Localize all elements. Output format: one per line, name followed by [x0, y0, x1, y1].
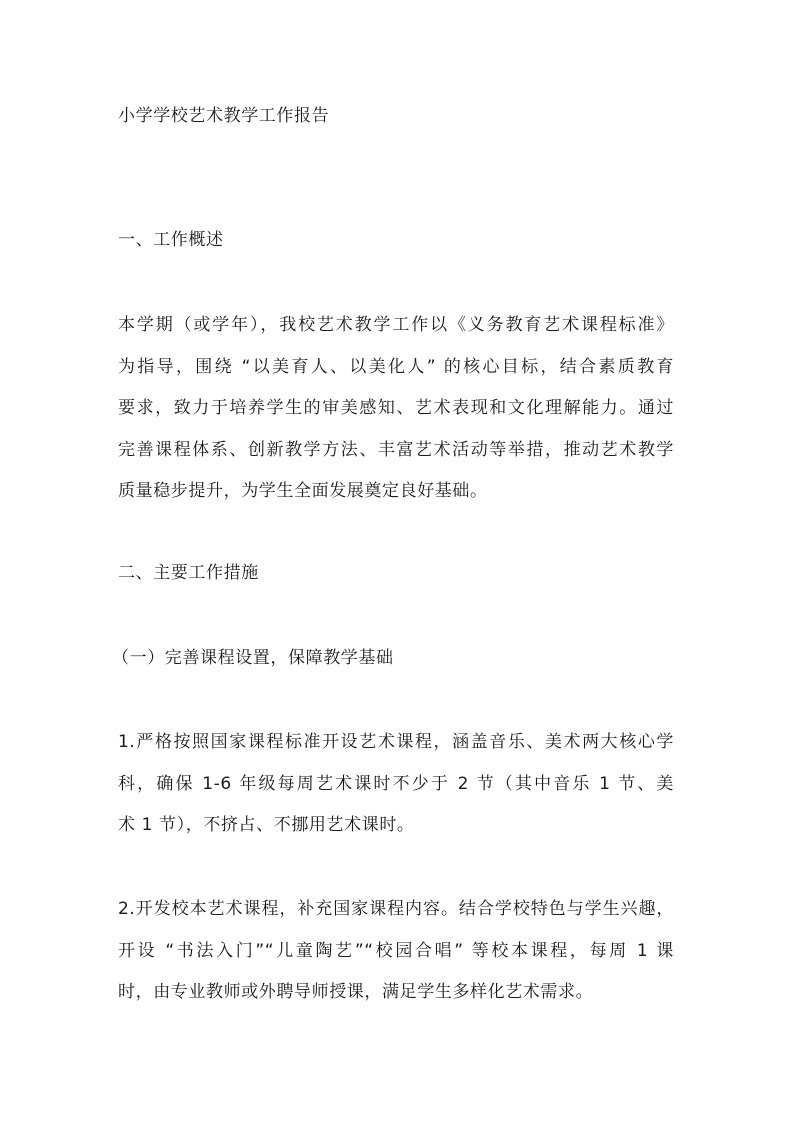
list-item-line: 科，确保 1-6 年级每周艺术课时不少于 2 节（其中音乐 1 节、美 — [118, 774, 674, 794]
list-item-line: 1.严格按照国家课程标准开设艺术课程，涵盖音乐、美术两大核心学 — [118, 732, 674, 752]
document-title: 小学学校艺术教学工作报告 — [118, 106, 330, 126]
paragraph-line: 要求，致力于培养学生的审美感知、艺术表现和文化理解能力。通过 — [118, 398, 674, 418]
section-heading-measures: 二、主要工作措施 — [118, 563, 259, 583]
list-item-line: 时，由专业教师或外聘导师授课，满足学生多样化艺术需求。 — [118, 982, 594, 1002]
paragraph-line: 质量稳步提升，为学生全面发展奠定良好基础。 — [118, 481, 488, 501]
list-item-line: 2.开发校本艺术课程，补充国家课程内容。结合学校特色与学生兴趣， — [118, 899, 674, 919]
subsection-heading-curriculum: （一）完善课程设置，保障教学基础 — [112, 648, 394, 668]
paragraph-line: 完善课程体系、创新教学方法、丰富艺术活动等举措，推动艺术教学 — [118, 440, 674, 460]
section-heading-overview: 一、工作概述 — [118, 230, 224, 250]
paragraph-line: 本学期（或学年），我校艺术教学工作以《义务教育艺术课程标准》 — [118, 315, 674, 335]
list-item-line: 术 1 节），不挤占、不挪用艺术课时。 — [118, 815, 415, 835]
list-item-line: 开设 “书法入门”“儿童陶艺”“校园合唱” 等校本课程，每周 1 课 — [118, 941, 674, 961]
paragraph-line: 为指导，围绕 “以美育人、以美化人” 的核心目标，结合素质教育 — [118, 357, 674, 377]
